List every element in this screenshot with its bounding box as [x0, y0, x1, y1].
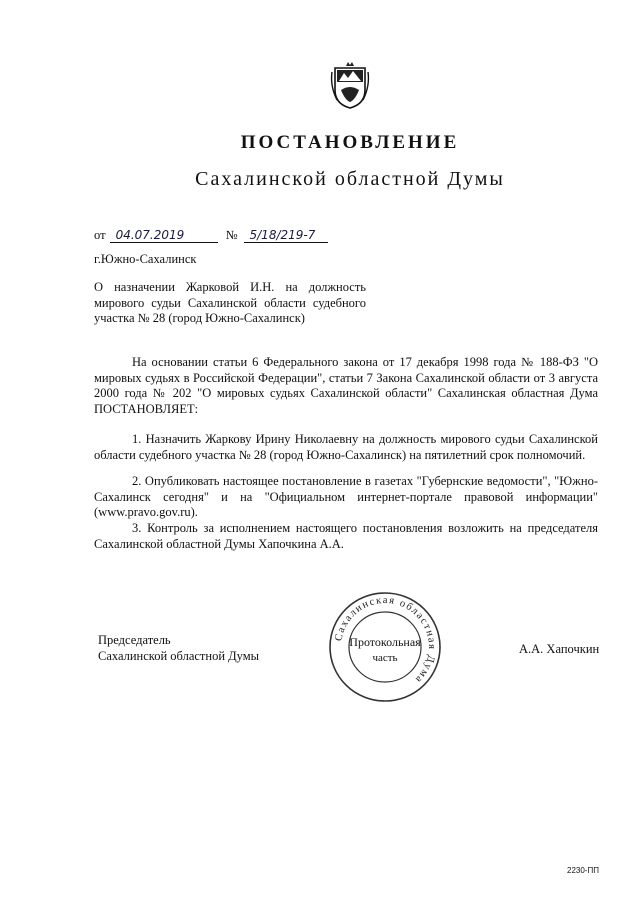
official-stamp — [320, 590, 450, 705]
number-label: № — [225, 228, 238, 242]
date-label: от — [94, 228, 106, 242]
stamp-ring-path: Сахалинская областная Дума — [333, 594, 438, 686]
paragraph-item-1: 1. Назначить Жаркову Ирину Николаевну на должность мирового судьи Сахалинской области судебного участка № 28 (город Южно-Сахалинск) на пятилетний срок полномочий. — [94, 432, 598, 462]
signatory-position — [98, 632, 259, 664]
signatory-position-line-1: Председатель — [98, 633, 171, 647]
document-meta — [94, 228, 328, 243]
paragraph-basis: На основании статьи 6 Федерального закона от 17 декабря 1998 года № 188-ФЗ "О мировых судьях в Российской Федерации", статьи 7 Закона Сахалинской области от 3 августа 2000 года № 202 "О мировых судьях Сахалинской области" Сахалинская областная Дума ПОСТАНОВЛЯЕТ: — [94, 355, 598, 416]
stamp-center-line-2: часть — [372, 652, 398, 664]
subject-heading: О назначении Жарковой И.Н. на должность мирового судьи Сахалинской области судебного участка № 28 (город Южно-Сахалинск) — [94, 280, 366, 325]
document-title: ПОСТАНОВЛЕНИЕ — [240, 132, 460, 153]
paragraph-item-2: 2. Опубликовать настоящее постановление в газетах "Губернские ведомости", "Южно-Сахалинск сегодня" и на "Официальном интернет-портале правовой информации" (www.pravo.gov.ru). — [94, 474, 598, 519]
coat-of-arms-icon — [329, 60, 371, 110]
paragraph-item-3: 3. Контроль за исполнением настоящего постановления возложить на председателя Сахалинской областной Думы Хапочкина А.А. — [94, 521, 598, 551]
document-subtitle: Сахалинской областной Думы — [195, 168, 505, 190]
footer-code: 2230-ПП — [567, 866, 599, 875]
stamp-center-line-1: Протокольная — [349, 635, 421, 649]
handwritten-number: 5/18/219-7 — [244, 228, 328, 243]
signatory-position-line-2: Сахалинской областной Думы — [98, 649, 260, 663]
signatory-name: А.А. Хапочкин — [519, 642, 600, 656]
city: г.Южно-Сахалинск — [94, 252, 197, 266]
handwritten-date: 04.07.2019 — [110, 228, 218, 243]
